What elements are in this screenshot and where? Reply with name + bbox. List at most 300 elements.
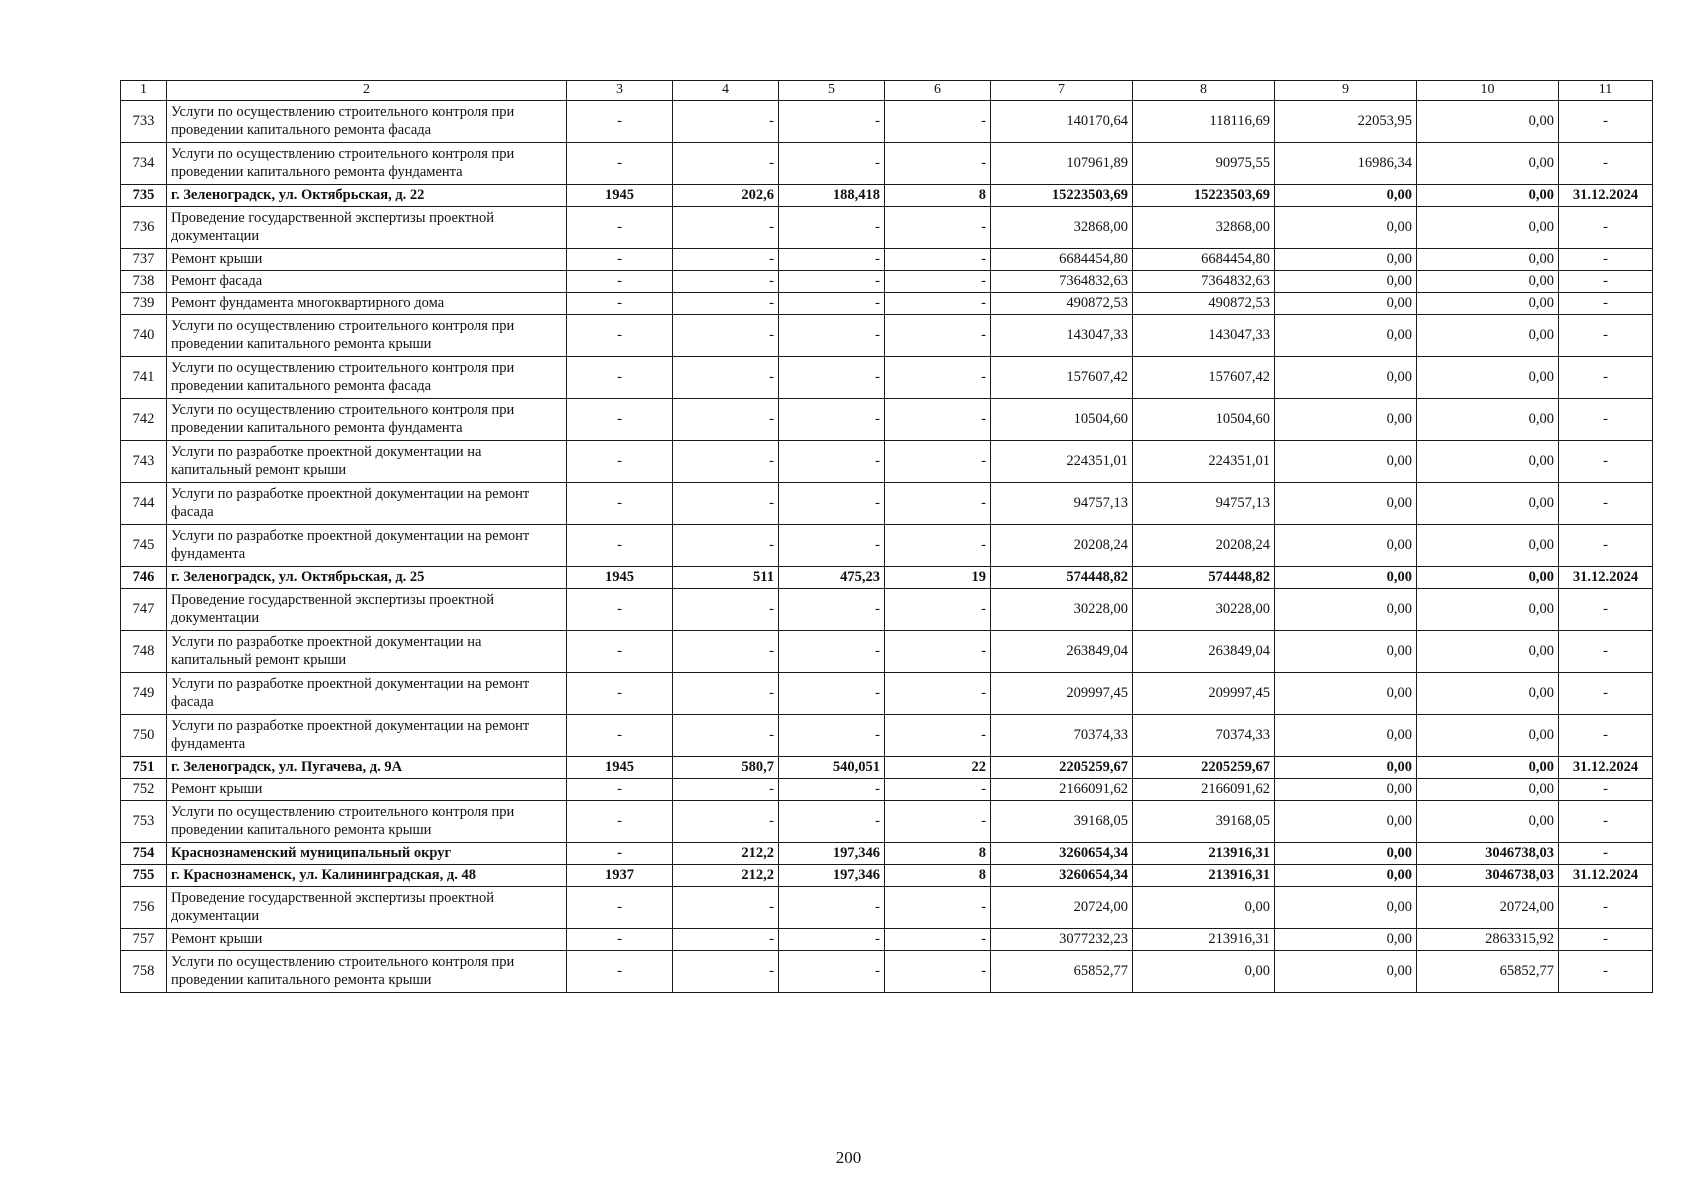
col-7-value: 3077232,23 — [991, 929, 1133, 951]
col-11-value: - — [1559, 631, 1653, 673]
col-6-value: - — [885, 887, 991, 929]
column-header: 5 — [779, 81, 885, 101]
table-row — [121, 843, 1653, 865]
col-8-value: 6684454,80 — [1133, 249, 1275, 271]
item-name: Услуги по разработке проектной документации на ремонт фундамента — [167, 525, 567, 567]
row-number: 740 — [121, 315, 167, 357]
col-3-value: - — [567, 631, 673, 673]
col-11-value: - — [1559, 101, 1653, 143]
col-6-value: - — [885, 357, 991, 399]
col-7-value: 574448,82 — [991, 567, 1133, 589]
col-9-value: 0,00 — [1275, 887, 1417, 929]
col-7-value: 224351,01 — [991, 441, 1133, 483]
table-row — [121, 589, 1653, 631]
col-11-value: - — [1559, 801, 1653, 843]
col-4-value: - — [673, 207, 779, 249]
item-name: Услуги по осуществлению строительного контроля при проведении капитального ремонта крыши — [167, 315, 567, 357]
col-4-value: - — [673, 143, 779, 185]
col-6-value: 19 — [885, 567, 991, 589]
item-name: Ремонт фундамента многоквартирного дома — [167, 293, 567, 315]
col-4-value: - — [673, 271, 779, 293]
col-4-value: - — [673, 779, 779, 801]
col-3-value: - — [567, 399, 673, 441]
col-10-value: 65852,77 — [1417, 951, 1559, 993]
col-5-value: - — [779, 249, 885, 271]
table-row — [121, 483, 1653, 525]
col-11-value: - — [1559, 929, 1653, 951]
col-4-value: - — [673, 483, 779, 525]
col-3-value: - — [567, 589, 673, 631]
column-header: 4 — [673, 81, 779, 101]
col-7-value: 39168,05 — [991, 801, 1133, 843]
col-3-value: - — [567, 207, 673, 249]
table-row — [121, 887, 1653, 929]
col-11-value: - — [1559, 357, 1653, 399]
col-10-value: 0,00 — [1417, 315, 1559, 357]
col-3-value: - — [567, 779, 673, 801]
column-header: 2 — [167, 81, 567, 101]
col-7-value: 490872,53 — [991, 293, 1133, 315]
col-11-value: - — [1559, 271, 1653, 293]
row-number: 743 — [121, 441, 167, 483]
col-9-value: 0,00 — [1275, 441, 1417, 483]
row-number: 738 — [121, 271, 167, 293]
col-3-value: 1945 — [567, 757, 673, 779]
col-3-value: - — [567, 143, 673, 185]
row-number: 744 — [121, 483, 167, 525]
table-row — [121, 143, 1653, 185]
col-3-value: - — [567, 673, 673, 715]
col-6-value: 8 — [885, 185, 991, 207]
header-row — [121, 81, 1653, 101]
col-4-value: - — [673, 525, 779, 567]
col-10-value: 0,00 — [1417, 589, 1559, 631]
col-8-value: 15223503,69 — [1133, 185, 1275, 207]
row-number: 745 — [121, 525, 167, 567]
col-4-value: - — [673, 441, 779, 483]
column-header: 8 — [1133, 81, 1275, 101]
row-number: 739 — [121, 293, 167, 315]
col-11-value: - — [1559, 441, 1653, 483]
col-11-value: - — [1559, 589, 1653, 631]
col-10-value: 0,00 — [1417, 399, 1559, 441]
col-10-value: 0,00 — [1417, 101, 1559, 143]
col-5-value: - — [779, 293, 885, 315]
col-3-value: - — [567, 441, 673, 483]
col-8-value: 213916,31 — [1133, 843, 1275, 865]
col-8-value: 10504,60 — [1133, 399, 1275, 441]
item-name: Услуги по разработке проектной документации на ремонт фасада — [167, 673, 567, 715]
col-8-value: 213916,31 — [1133, 865, 1275, 887]
col-9-value: 0,00 — [1275, 207, 1417, 249]
col-11-value: 31.12.2024 — [1559, 567, 1653, 589]
row-number: 751 — [121, 757, 167, 779]
col-8-value: 224351,01 — [1133, 441, 1275, 483]
col-6-value: 8 — [885, 865, 991, 887]
col-6-value: - — [885, 779, 991, 801]
col-8-value: 490872,53 — [1133, 293, 1275, 315]
col-4-value: 212,2 — [673, 843, 779, 865]
col-6-value: - — [885, 589, 991, 631]
col-9-value: 0,00 — [1275, 483, 1417, 525]
col-11-value: - — [1559, 293, 1653, 315]
col-11-value: - — [1559, 673, 1653, 715]
col-9-value: 0,00 — [1275, 315, 1417, 357]
col-5-value: - — [779, 101, 885, 143]
table-row — [121, 315, 1653, 357]
col-5-value: - — [779, 951, 885, 993]
col-10-value: 0,00 — [1417, 143, 1559, 185]
col-10-value: 0,00 — [1417, 293, 1559, 315]
table-row — [121, 271, 1653, 293]
item-name: Краснознаменский муниципальный округ — [167, 843, 567, 865]
col-10-value: 0,00 — [1417, 483, 1559, 525]
col-4-value: - — [673, 631, 779, 673]
col-10-value: 0,00 — [1417, 779, 1559, 801]
column-header: 7 — [991, 81, 1133, 101]
col-6-value: - — [885, 525, 991, 567]
item-name: Проведение государственной экспертизы проектной документации — [167, 887, 567, 929]
col-9-value: 0,00 — [1275, 929, 1417, 951]
col-7-value: 32868,00 — [991, 207, 1133, 249]
col-4-value: - — [673, 399, 779, 441]
item-name: г. Зеленоградск, ул. Пугачева, д. 9А — [167, 757, 567, 779]
col-6-value: - — [885, 207, 991, 249]
col-7-value: 140170,64 — [991, 101, 1133, 143]
col-6-value: - — [885, 951, 991, 993]
table-row — [121, 929, 1653, 951]
col-9-value: 0,00 — [1275, 843, 1417, 865]
col-11-value: - — [1559, 315, 1653, 357]
table-row — [121, 525, 1653, 567]
col-7-value: 2166091,62 — [991, 779, 1133, 801]
col-6-value: - — [885, 271, 991, 293]
col-3-value: - — [567, 315, 673, 357]
col-9-value: 0,00 — [1275, 293, 1417, 315]
row-number: 741 — [121, 357, 167, 399]
col-8-value: 143047,33 — [1133, 315, 1275, 357]
col-7-value: 3260654,34 — [991, 865, 1133, 887]
col-11-value: 31.12.2024 — [1559, 757, 1653, 779]
col-11-value: - — [1559, 249, 1653, 271]
col-11-value: 31.12.2024 — [1559, 185, 1653, 207]
column-header: 1 — [121, 81, 167, 101]
row-number: 746 — [121, 567, 167, 589]
item-name: Услуги по разработке проектной документации на ремонт фасада — [167, 483, 567, 525]
col-4-value: - — [673, 951, 779, 993]
col-5-value: - — [779, 271, 885, 293]
col-8-value: 0,00 — [1133, 951, 1275, 993]
item-name: г. Зеленоградск, ул. Октябрьская, д. 25 — [167, 567, 567, 589]
row-number: 735 — [121, 185, 167, 207]
table-row — [121, 441, 1653, 483]
table-row — [121, 567, 1653, 589]
col-7-value: 209997,45 — [991, 673, 1133, 715]
col-5-value: - — [779, 631, 885, 673]
col-7-value: 6684454,80 — [991, 249, 1133, 271]
data-table — [120, 80, 1653, 993]
col-11-value: - — [1559, 951, 1653, 993]
col-7-value: 107961,89 — [991, 143, 1133, 185]
table-row — [121, 249, 1653, 271]
col-3-value: - — [567, 929, 673, 951]
col-7-value: 157607,42 — [991, 357, 1133, 399]
row-number: 734 — [121, 143, 167, 185]
col-7-value: 70374,33 — [991, 715, 1133, 757]
col-3-value: - — [567, 293, 673, 315]
col-5-value: - — [779, 525, 885, 567]
col-10-value: 20724,00 — [1417, 887, 1559, 929]
item-name: г. Зеленоградск, ул. Октябрьская, д. 22 — [167, 185, 567, 207]
col-8-value: 213916,31 — [1133, 929, 1275, 951]
col-5-value: - — [779, 929, 885, 951]
col-8-value: 70374,33 — [1133, 715, 1275, 757]
item-name: Ремонт крыши — [167, 249, 567, 271]
col-6-value: - — [885, 399, 991, 441]
col-10-value: 0,00 — [1417, 357, 1559, 399]
col-11-value: - — [1559, 715, 1653, 757]
col-5-value: 197,346 — [779, 843, 885, 865]
col-10-value: 0,00 — [1417, 185, 1559, 207]
col-5-value: 197,346 — [779, 865, 885, 887]
table-row — [121, 673, 1653, 715]
col-9-value: 0,00 — [1275, 865, 1417, 887]
col-9-value: 0,00 — [1275, 399, 1417, 441]
col-11-value: 31.12.2024 — [1559, 865, 1653, 887]
item-name: г. Краснознаменск, ул. Калининградская, д. 48 — [167, 865, 567, 887]
col-5-value: - — [779, 357, 885, 399]
col-11-value: - — [1559, 887, 1653, 929]
col-4-value: - — [673, 929, 779, 951]
item-name: Услуги по осуществлению строительного контроля при проведении капитального ремонта фундамента — [167, 143, 567, 185]
col-3-value: 1945 — [567, 567, 673, 589]
row-number: 736 — [121, 207, 167, 249]
table-row — [121, 951, 1653, 993]
col-11-value: - — [1559, 779, 1653, 801]
col-7-value: 7364832,63 — [991, 271, 1133, 293]
col-4-value: - — [673, 293, 779, 315]
col-9-value: 16986,34 — [1275, 143, 1417, 185]
row-number: 747 — [121, 589, 167, 631]
col-10-value: 0,00 — [1417, 801, 1559, 843]
col-3-value: - — [567, 887, 673, 929]
col-10-value: 2863315,92 — [1417, 929, 1559, 951]
col-3-value: - — [567, 271, 673, 293]
row-number: 755 — [121, 865, 167, 887]
col-9-value: 0,00 — [1275, 357, 1417, 399]
item-name: Услуги по осуществлению строительного контроля при проведении капитального ремонта крыши — [167, 801, 567, 843]
col-7-value: 20724,00 — [991, 887, 1133, 929]
col-10-value: 0,00 — [1417, 715, 1559, 757]
table-row — [121, 757, 1653, 779]
col-5-value: - — [779, 315, 885, 357]
col-4-value: 580,7 — [673, 757, 779, 779]
col-8-value: 209997,45 — [1133, 673, 1275, 715]
col-9-value: 0,00 — [1275, 589, 1417, 631]
col-10-value: 3046738,03 — [1417, 865, 1559, 887]
col-6-value: - — [885, 929, 991, 951]
col-10-value: 0,00 — [1417, 207, 1559, 249]
col-10-value: 0,00 — [1417, 441, 1559, 483]
col-5-value: - — [779, 589, 885, 631]
col-5-value: - — [779, 887, 885, 929]
col-4-value: 202,6 — [673, 185, 779, 207]
col-11-value: - — [1559, 143, 1653, 185]
col-4-value: - — [673, 715, 779, 757]
col-9-value: 0,00 — [1275, 779, 1417, 801]
column-header: 9 — [1275, 81, 1417, 101]
row-number: 758 — [121, 951, 167, 993]
col-7-value: 3260654,34 — [991, 843, 1133, 865]
col-4-value: - — [673, 589, 779, 631]
col-4-value: - — [673, 101, 779, 143]
col-9-value: 0,00 — [1275, 757, 1417, 779]
col-10-value: 3046738,03 — [1417, 843, 1559, 865]
col-5-value: - — [779, 143, 885, 185]
table-row — [121, 293, 1653, 315]
col-6-value: - — [885, 801, 991, 843]
item-name: Проведение государственной экспертизы проектной документации — [167, 207, 567, 249]
col-8-value: 90975,55 — [1133, 143, 1275, 185]
col-7-value: 143047,33 — [991, 315, 1133, 357]
item-name: Услуги по осуществлению строительного контроля при проведении капитального ремонта фундамента — [167, 399, 567, 441]
row-number: 754 — [121, 843, 167, 865]
item-name: Услуги по разработке проектной документации на ремонт фундамента — [167, 715, 567, 757]
item-name: Услуги по осуществлению строительного контроля при проведении капитального ремонта фасада — [167, 101, 567, 143]
col-6-value: - — [885, 673, 991, 715]
col-6-value: - — [885, 631, 991, 673]
item-name: Услуги по осуществлению строительного контроля при проведении капитального ремонта фасада — [167, 357, 567, 399]
col-11-value: - — [1559, 483, 1653, 525]
item-name: Услуги по разработке проектной документации на капитальный ремонт крыши — [167, 631, 567, 673]
table-row — [121, 631, 1653, 673]
col-8-value: 2166091,62 — [1133, 779, 1275, 801]
col-4-value: 511 — [673, 567, 779, 589]
col-6-value: - — [885, 315, 991, 357]
col-3-value: - — [567, 715, 673, 757]
table-row — [121, 101, 1653, 143]
col-5-value: 475,23 — [779, 567, 885, 589]
col-9-value: 0,00 — [1275, 185, 1417, 207]
item-name: Ремонт крыши — [167, 929, 567, 951]
table-row — [121, 865, 1653, 887]
col-11-value: - — [1559, 399, 1653, 441]
col-6-value: - — [885, 293, 991, 315]
table-row — [121, 801, 1653, 843]
col-8-value: 32868,00 — [1133, 207, 1275, 249]
col-3-value: 1937 — [567, 865, 673, 887]
col-3-value: 1945 — [567, 185, 673, 207]
col-8-value: 263849,04 — [1133, 631, 1275, 673]
row-number: 737 — [121, 249, 167, 271]
item-name: Ремонт фасада — [167, 271, 567, 293]
col-5-value: - — [779, 801, 885, 843]
col-8-value: 7364832,63 — [1133, 271, 1275, 293]
col-11-value: - — [1559, 207, 1653, 249]
col-3-value: - — [567, 483, 673, 525]
col-10-value: 0,00 — [1417, 567, 1559, 589]
col-10-value: 0,00 — [1417, 525, 1559, 567]
col-7-value: 94757,13 — [991, 483, 1133, 525]
col-5-value: - — [779, 715, 885, 757]
item-name: Проведение государственной экспертизы проектной документации — [167, 589, 567, 631]
col-10-value: 0,00 — [1417, 249, 1559, 271]
col-7-value: 15223503,69 — [991, 185, 1133, 207]
col-7-value: 263849,04 — [991, 631, 1133, 673]
col-3-value: - — [567, 525, 673, 567]
col-7-value: 65852,77 — [991, 951, 1133, 993]
table-row — [121, 399, 1653, 441]
table-row — [121, 207, 1653, 249]
col-8-value: 157607,42 — [1133, 357, 1275, 399]
col-11-value: - — [1559, 525, 1653, 567]
col-3-value: - — [567, 101, 673, 143]
column-header: 11 — [1559, 81, 1653, 101]
col-7-value: 2205259,67 — [991, 757, 1133, 779]
col-10-value: 0,00 — [1417, 271, 1559, 293]
col-5-value: - — [779, 441, 885, 483]
col-9-value: 0,00 — [1275, 951, 1417, 993]
col-4-value: - — [673, 357, 779, 399]
col-8-value: 118116,69 — [1133, 101, 1275, 143]
col-4-value: - — [673, 249, 779, 271]
item-name: Ремонт крыши — [167, 779, 567, 801]
col-8-value: 30228,00 — [1133, 589, 1275, 631]
col-3-value: - — [567, 801, 673, 843]
col-6-value: 22 — [885, 757, 991, 779]
col-8-value: 94757,13 — [1133, 483, 1275, 525]
col-6-value: 8 — [885, 843, 991, 865]
col-4-value: - — [673, 887, 779, 929]
col-9-value: 0,00 — [1275, 271, 1417, 293]
row-number: 750 — [121, 715, 167, 757]
col-8-value: 20208,24 — [1133, 525, 1275, 567]
col-9-value: 0,00 — [1275, 801, 1417, 843]
col-4-value: - — [673, 673, 779, 715]
table-row — [121, 715, 1653, 757]
col-3-value: - — [567, 357, 673, 399]
col-3-value: - — [567, 951, 673, 993]
col-8-value: 0,00 — [1133, 887, 1275, 929]
col-4-value: 212,2 — [673, 865, 779, 887]
row-number: 752 — [121, 779, 167, 801]
col-6-value: - — [885, 715, 991, 757]
col-5-value: - — [779, 483, 885, 525]
table-row — [121, 185, 1653, 207]
col-8-value: 39168,05 — [1133, 801, 1275, 843]
col-10-value: 0,00 — [1417, 673, 1559, 715]
col-5-value: - — [779, 207, 885, 249]
col-5-value: - — [779, 399, 885, 441]
col-5-value: - — [779, 779, 885, 801]
row-number: 748 — [121, 631, 167, 673]
col-5-value: 188,418 — [779, 185, 885, 207]
col-9-value: 22053,95 — [1275, 101, 1417, 143]
col-10-value: 0,00 — [1417, 757, 1559, 779]
col-3-value: - — [567, 843, 673, 865]
col-8-value: 574448,82 — [1133, 567, 1275, 589]
col-3-value: - — [567, 249, 673, 271]
row-number: 757 — [121, 929, 167, 951]
col-5-value: - — [779, 673, 885, 715]
col-7-value: 10504,60 — [991, 399, 1133, 441]
col-10-value: 0,00 — [1417, 631, 1559, 673]
column-header: 10 — [1417, 81, 1559, 101]
row-number: 742 — [121, 399, 167, 441]
col-9-value: 0,00 — [1275, 567, 1417, 589]
column-header: 6 — [885, 81, 991, 101]
row-number: 753 — [121, 801, 167, 843]
